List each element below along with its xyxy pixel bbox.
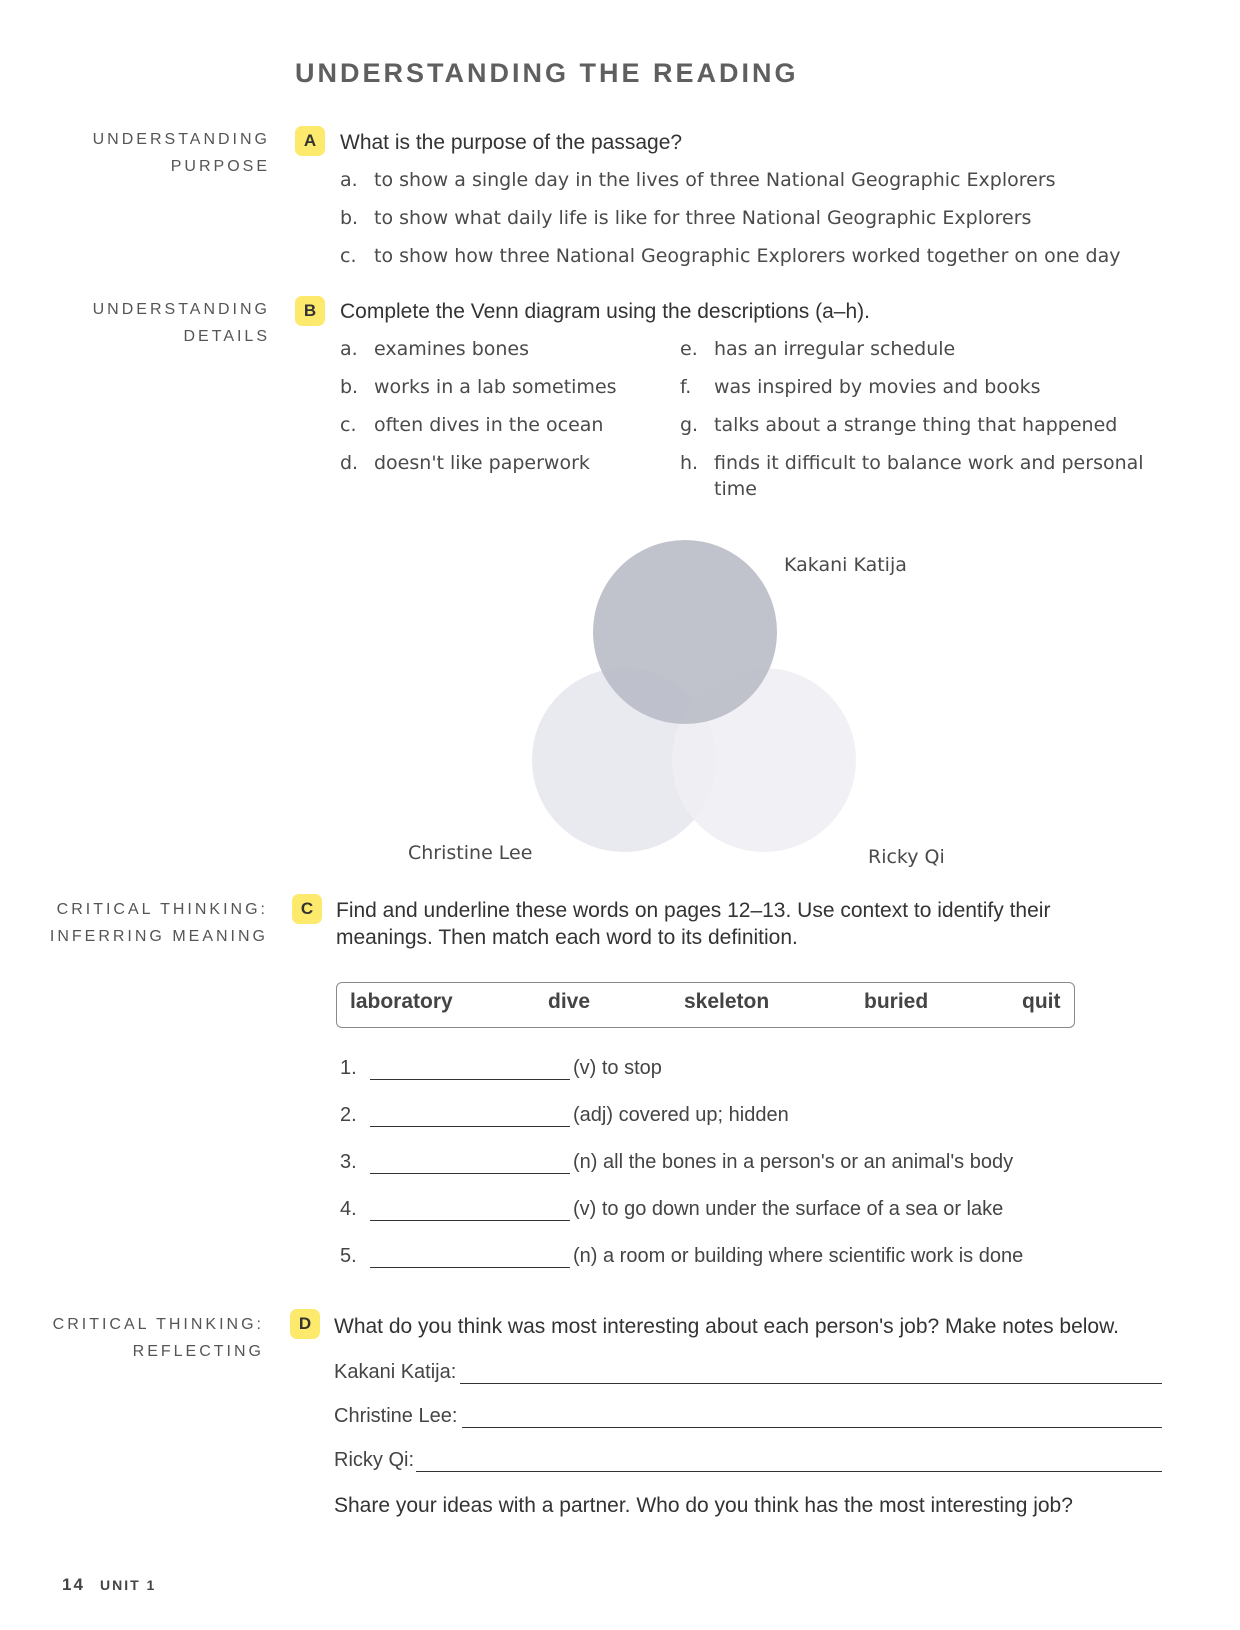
- option-letter: a.: [340, 169, 358, 191]
- description-letter: h.: [680, 452, 699, 474]
- share-prompt: Share your ideas with a partner. Who do you think has the most interesting job?: [334, 1494, 1073, 1517]
- match-definition: (n) all the bones in a person's or an animal's body: [573, 1151, 1014, 1173]
- option-text: to show a single day in the lives of three National Geographic Explorers: [374, 169, 1056, 191]
- match-item-1: [340, 1057, 1100, 1085]
- answer-blank[interactable]: [370, 1173, 570, 1174]
- description-text: examines bones: [374, 338, 530, 360]
- option-b: [340, 207, 1031, 229]
- match-item-5: [340, 1245, 1100, 1273]
- section-a-side-label: [40, 126, 270, 180]
- side-label-line-1: UNDERSTANDING: [92, 301, 270, 318]
- unit-label: UNIT 1: [100, 1577, 157, 1593]
- word-bank-item: buried: [864, 990, 929, 1013]
- notes-ricky-qi-line[interactable]: [416, 1471, 1162, 1472]
- venn-circle-kakani-katija: [593, 540, 777, 724]
- section-c-badge: C: [292, 894, 322, 924]
- notes-ricky-qi-label: Ricky Qi:: [334, 1449, 414, 1471]
- description-letter: f.: [680, 376, 692, 398]
- notes-christine-lee-label: Christine Lee:: [334, 1405, 458, 1427]
- description-c: [340, 414, 603, 436]
- section-d-side-label: [34, 1311, 264, 1365]
- section-a-badge: A: [295, 126, 325, 156]
- description-text: works in a lab sometimes: [374, 376, 617, 398]
- notes-christine-lee-line[interactable]: [462, 1427, 1162, 1428]
- description-h: [680, 452, 1144, 474]
- description-letter: d.: [340, 452, 359, 474]
- venn-label-ricky-qi: Ricky Qi: [868, 846, 945, 868]
- description-e: [680, 338, 955, 360]
- description-text: often dives in the ocean: [374, 414, 604, 436]
- answer-blank[interactable]: [370, 1267, 570, 1268]
- option-letter: b.: [340, 207, 359, 229]
- description-letter: b.: [340, 376, 359, 398]
- section-d-question: What do you think was most interesting about each person's job? Make notes below.: [334, 1315, 1119, 1338]
- description-letter: c.: [340, 414, 357, 436]
- option-text: to show how three National Geographic Explorers worked together on one day: [374, 245, 1121, 267]
- section-b-badge: B: [295, 296, 325, 326]
- match-number: 1.: [340, 1057, 357, 1079]
- match-number: 3.: [340, 1151, 357, 1173]
- match-item-4: [340, 1198, 1100, 1226]
- word-bank-item: skeleton: [684, 990, 770, 1013]
- venn-label-christine-lee: Christine Lee: [408, 842, 533, 864]
- answer-blank[interactable]: [370, 1079, 570, 1080]
- description-text: doesn't like paperwork: [374, 452, 590, 474]
- section-c-side-label: [38, 896, 268, 950]
- description-text: talks about a strange thing that happened: [714, 414, 1118, 436]
- section-b-side-label: [40, 296, 270, 350]
- description-text: was inspired by movies and books: [714, 376, 1041, 398]
- match-definition: (adj) covered up; hidden: [573, 1104, 789, 1126]
- option-letter: c.: [340, 245, 357, 267]
- word-bank-item: quit: [1022, 990, 1061, 1013]
- match-item-2: [340, 1104, 1100, 1132]
- description-b: [340, 376, 617, 398]
- description-text: has an irregular schedule: [714, 338, 956, 360]
- page-number: 14: [62, 1575, 85, 1594]
- match-definition: (v) to stop: [573, 1057, 662, 1079]
- word-bank-item: dive: [548, 990, 591, 1013]
- description-text: finds it difficult to balance work and personal: [714, 452, 1144, 474]
- page-title: UNDERSTANDING THE READING: [295, 58, 799, 88]
- match-definition: (n) a room or building where scientific work is done: [573, 1245, 1024, 1267]
- venn-label-kakani-katija: Kakani Katija: [784, 554, 907, 576]
- description-f: [680, 376, 1041, 398]
- side-label-line-1: CRITICAL THINKING:: [52, 1316, 264, 1333]
- option-a: [340, 169, 1056, 191]
- section-b-question: Complete the Venn diagram using the descriptions (a–h).: [340, 300, 870, 323]
- side-label-line-2: PURPOSE: [170, 158, 270, 175]
- answer-blank[interactable]: [370, 1220, 570, 1221]
- description-h-continued: time: [714, 478, 757, 500]
- section-c-question-line-1: Find and underline these words on pages 12–13. Use context to identify their: [336, 899, 1051, 922]
- side-label-line-1: UNDERSTANDING: [92, 131, 270, 148]
- section-c-question-line-2: meanings. Then match each word to its definition.: [336, 926, 798, 949]
- description-letter: g.: [680, 414, 699, 436]
- side-label-line-2: DETAILS: [183, 328, 270, 345]
- match-number: 4.: [340, 1198, 357, 1220]
- notes-kakani-katija-line[interactable]: [460, 1383, 1162, 1384]
- option-text: to show what daily life is like for three National Geographic Explorers: [374, 207, 1032, 229]
- description-d: [340, 452, 590, 474]
- description-letter: a.: [340, 338, 358, 360]
- option-c: [340, 245, 1120, 267]
- description-g: [680, 414, 1117, 436]
- match-number: 5.: [340, 1245, 357, 1267]
- word-bank-item: laboratory: [350, 990, 453, 1013]
- notes-kakani-katija-label: Kakani Katija:: [334, 1361, 457, 1383]
- side-label-line-2: INFERRING MEANING: [49, 928, 268, 945]
- section-a-question: What is the purpose of the passage?: [340, 131, 683, 154]
- answer-blank[interactable]: [370, 1126, 570, 1127]
- side-label-line-2: REFLECTING: [132, 1343, 264, 1360]
- side-label-line-1: CRITICAL THINKING:: [56, 901, 268, 918]
- section-d-badge: D: [290, 1309, 320, 1339]
- match-definition: (v) to go down under the surface of a sea or lake: [573, 1198, 1004, 1220]
- description-letter: e.: [680, 338, 698, 360]
- match-number: 2.: [340, 1104, 357, 1126]
- description-a: [340, 338, 529, 360]
- match-item-3: [340, 1151, 1100, 1179]
